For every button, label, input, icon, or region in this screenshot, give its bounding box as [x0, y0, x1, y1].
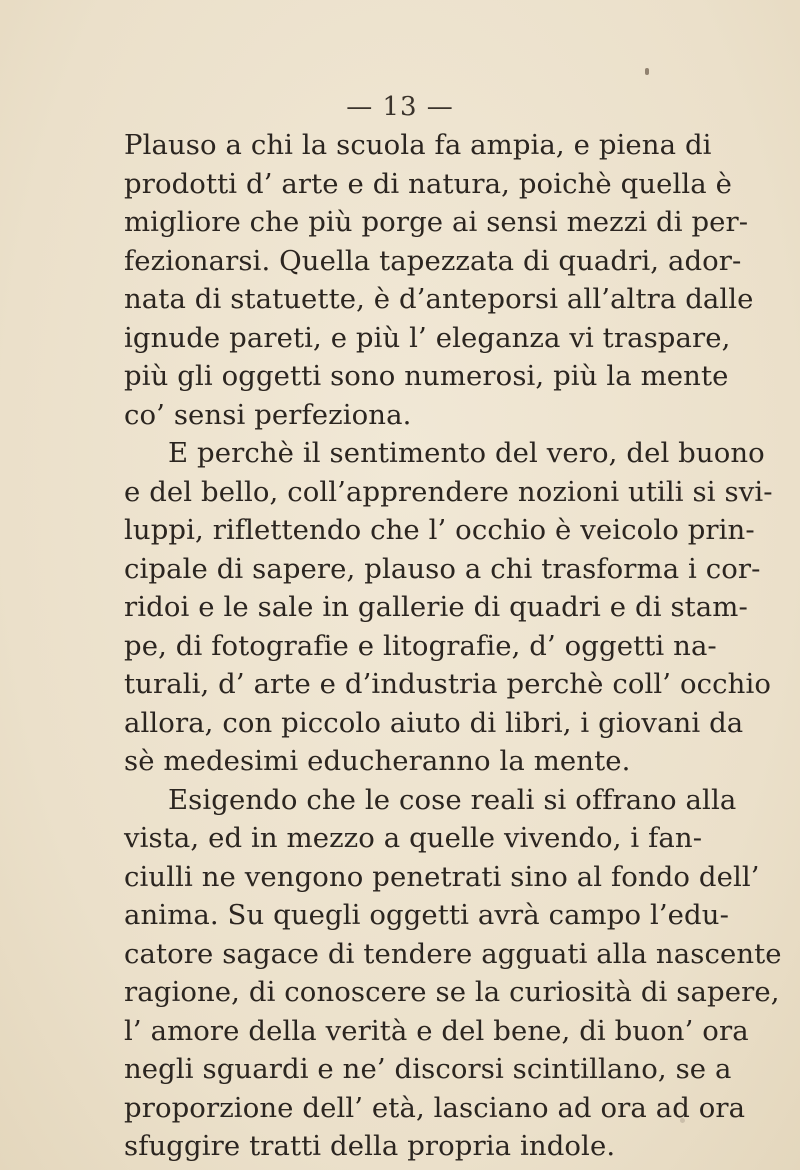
text-line: Esigendo che le cose reali si offrano alla — [168, 783, 737, 816]
text-line: ciulli ne vengono penetrati sino al fondo dell’ — [124, 860, 760, 893]
text-line: pe, di fotografie e litografie, d’ oggetti na- — [124, 629, 717, 662]
text-line: E perchè il sentimento del vero, del buono — [168, 437, 765, 469]
text-line: fezionarsi. Quella tapezzata di quadri, ador- — [124, 244, 742, 277]
body-text — [124, 126, 782, 1166]
text-line: prodotti d’ arte e di natura, poichè quella è — [124, 167, 733, 200]
text-line: negli sguardi e ne’ discorsi scintillano, se a — [124, 1053, 732, 1085]
text-line: ridoi e le sale in gallerie di quadri e di stam- — [124, 591, 748, 623]
ink-speck — [645, 68, 649, 75]
text-line: ignude pareti, e più l’ eleganza vi traspare, — [124, 321, 731, 354]
paragraph — [124, 126, 754, 434]
text-line: turali, d’ arte e d’industria perchè coll’ occhio — [124, 668, 772, 700]
text-line: anima. Su quegli oggetti avrà campo l’edu- — [124, 899, 729, 931]
text-line: più gli oggetti sono numerosi, più la mente — [124, 360, 729, 392]
text-line: nata di statuette, è d’anteporsi all’altra dalle — [124, 283, 754, 315]
text-line: allora, con piccolo aiuto di libri, i giovani da — [124, 706, 744, 739]
text-line: proporzione dell’ età, lasciano ad ora ad ora — [124, 1091, 746, 1124]
page-number: — 13 — — [346, 92, 454, 122]
text-line: co’ sensi perfeziona. — [124, 398, 412, 431]
paragraph — [124, 781, 782, 1166]
text-line: e del bello, coll’apprendere nozioni utili si svi- — [124, 475, 773, 508]
text-line: Plauso a chi la scuola fa ampia, e piena di — [124, 129, 712, 161]
text-line: sfuggire tratti della propria indole. — [124, 1130, 616, 1162]
text-line: cipale di sapere, plauso a chi trasforma i cor- — [124, 552, 761, 585]
text-line: luppi, riflettendo che l’ occhio è veicolo prin- — [124, 514, 755, 546]
text-line: sè medesimi educheranno la mente. — [124, 745, 631, 777]
paragraph — [124, 434, 773, 781]
text-line: l’ amore della verità e del bene, di buon’ ora — [124, 1014, 749, 1047]
text-line: ragione, di conoscere se la curiosità di sapere, — [124, 976, 780, 1008]
text-line: vista, ed in mezzo a quelle vivendo, i fan- — [124, 822, 703, 854]
text-line: migliore che più porge ai sensi mezzi di per- — [124, 206, 749, 238]
text-line: catore sagace di tendere agguati alla nascente — [124, 937, 782, 970]
